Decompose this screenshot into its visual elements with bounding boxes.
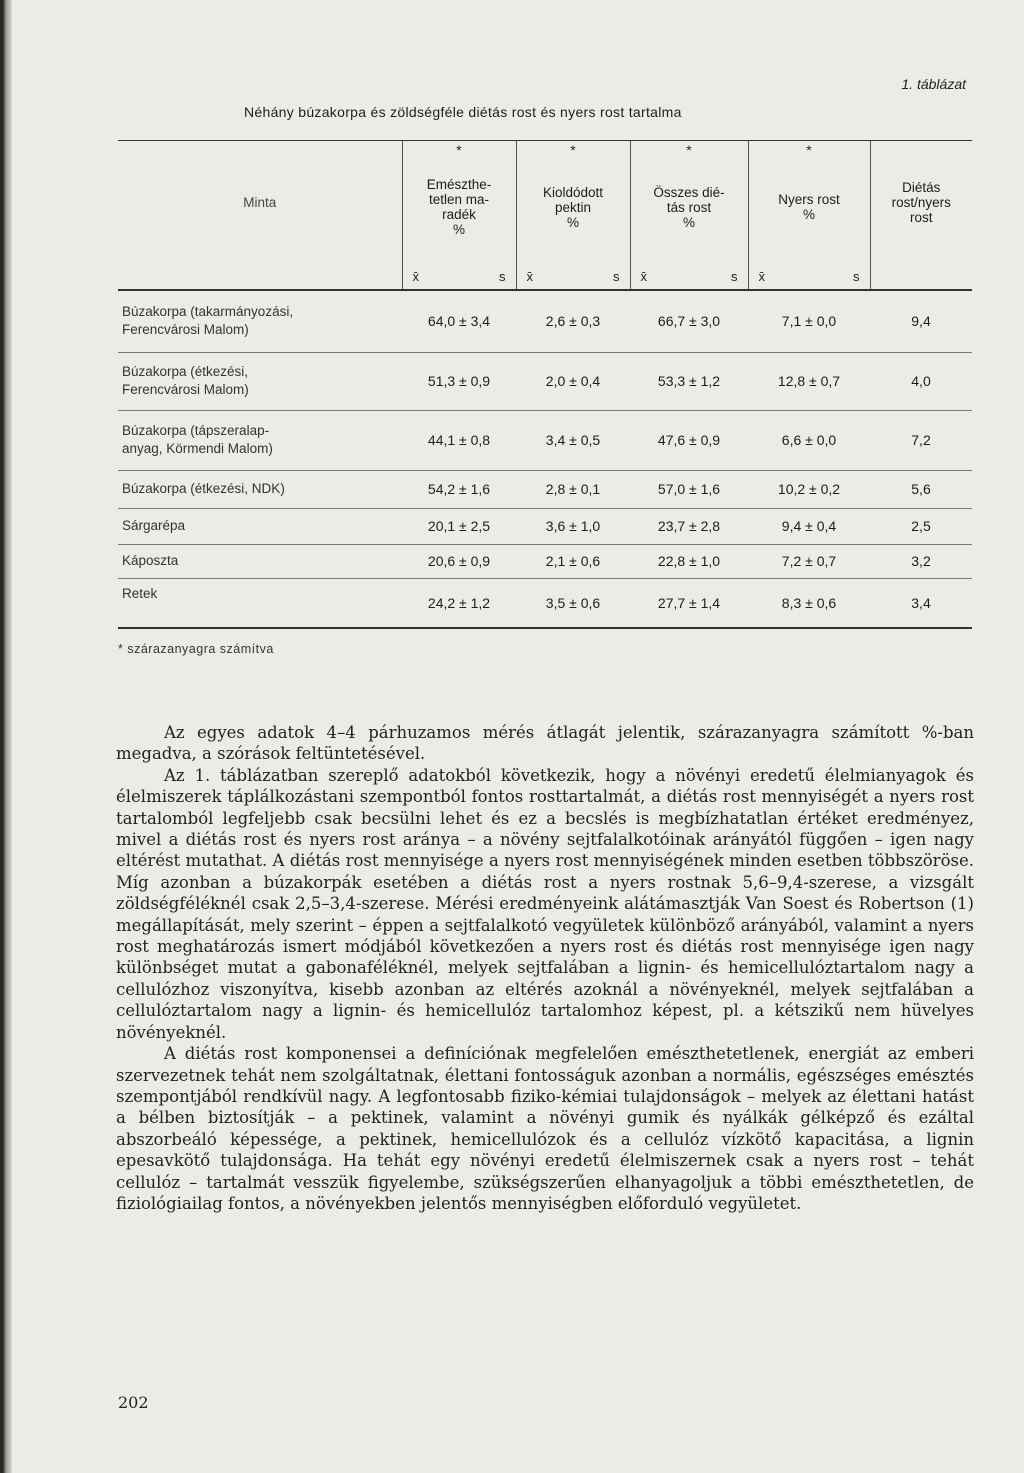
mean-label: x̄: [412, 268, 419, 284]
paragraph: A diétás rost komponensei a definíciónak megfelelően emészthetetlenek, energiát az emberi szervezetnek tehát nem szolgáltatnak, élettani fontosságuk azonban a normális, egészséges emésztés szempontjából rendkívül nagy. A legfontosabb fiziko-kémiai tulajdonságok – melyek az élettani hatást a bélben biztosítják – a pektinek, valamint a növényi gumik és nyálkák gélképző és ezáltal abszorbeáló képessége, a pektinek, hemicellulózok és a cellulóz vízkötő kapacitása, a lignin epesavkötő tulajdonsága. Ha tehát egy növényi eredetű élelmiszernek csak a nyers rost – tehát cellulóz – tartalmát vesszük figyelembe, szükségszerűen elhanyagoljuk a többi emészthetetlen, de fiziológiailag fontos, a növényekben jelentős mennyiségben előforduló vegyületet.: [116, 1044, 974, 1213]
mean-label: x̄: [758, 268, 765, 284]
mean-label: x̄: [526, 268, 533, 284]
undigested-value: 51,3 ± 0,9: [402, 352, 516, 410]
pectin-value: 3,5 ± 0,6: [516, 578, 630, 628]
header-pectin: [516, 141, 630, 264]
crude-fiber-value: 7,1 ± 0,0: [748, 290, 870, 352]
ratio-value: 3,2: [870, 544, 972, 578]
asterisk-marker: *: [686, 142, 692, 158]
ratio-value: 5,6: [870, 470, 972, 508]
sd-label: s: [499, 268, 506, 284]
page-number: 202: [118, 1393, 149, 1412]
sd-label: s: [613, 268, 620, 284]
sample-name: Búzakorpa (étkezési, NDK): [118, 470, 402, 508]
total-fiber-value: 57,0 ± 1,6: [630, 470, 748, 508]
header-total-fiber: [630, 141, 748, 264]
table-row: [118, 290, 972, 352]
undigested-value: 54,2 ± 1,6: [402, 470, 516, 508]
undigested-value: 20,1 ± 2,5: [402, 508, 516, 544]
header-undigested-label: Emészthe- tetlen ma- radék %: [426, 177, 492, 237]
table-row: [118, 470, 972, 508]
table-row: [118, 508, 972, 544]
sample-name: Káposzta: [118, 544, 402, 578]
undigested-value: 64,0 ± 3,4: [402, 290, 516, 352]
header-sample-label: Minta: [243, 194, 277, 210]
total-fiber-value: 23,7 ± 2,8: [630, 508, 748, 544]
ratio-value: 4,0: [870, 352, 972, 410]
crude-fiber-value: 6,6 ± 0,0: [748, 410, 870, 470]
undigested-value: 20,6 ± 0,9: [402, 544, 516, 578]
sd-label: s: [731, 268, 738, 284]
table-row: [118, 352, 972, 410]
header-ratio: [870, 141, 972, 264]
sd-label: s: [853, 268, 860, 284]
ratio-value: 9,4: [870, 290, 972, 352]
pectin-value: 2,0 ± 0,4: [516, 352, 630, 410]
page-binding-edge: [0, 0, 12, 1473]
undigested-value: 44,1 ± 0,8: [402, 410, 516, 470]
table-title: Néhány búzakorpa és zöldségféle diétás rost és nyers rost tartalma: [244, 104, 682, 120]
header-sub-undigested: [402, 263, 516, 290]
crude-fiber-value: 8,3 ± 0,6: [748, 578, 870, 628]
ratio-value: 2,5: [870, 508, 972, 544]
header-sub-total: [630, 263, 748, 290]
crude-fiber-value: 12,8 ± 0,7: [748, 352, 870, 410]
table-row: [118, 578, 972, 628]
asterisk-marker: *: [456, 142, 462, 158]
body-text: [116, 722, 974, 1214]
sample-name: Búzakorpa (takarmányozási, Ferencvárosi Malom): [118, 290, 402, 352]
total-fiber-value: 47,6 ± 0,9: [630, 410, 748, 470]
header-crude-fiber: [748, 141, 870, 264]
pectin-value: 2,8 ± 0,1: [516, 470, 630, 508]
total-fiber-value: 27,7 ± 1,4: [630, 578, 748, 628]
sample-name: Búzakorpa (étkezési, Ferencvárosi Malom): [118, 352, 402, 410]
header-undigested: [402, 141, 516, 264]
header-sub-empty: [118, 263, 402, 290]
header-crude-fiber-label: Nyers rost %: [778, 192, 840, 222]
table-row: [118, 544, 972, 578]
sample-name: Retek: [118, 578, 402, 628]
mean-label: x̄: [640, 268, 647, 284]
header-sub-ratio: [870, 263, 972, 290]
table-row: [118, 410, 972, 470]
data-table-container: [118, 140, 972, 629]
sample-name: Sárgarépa: [118, 508, 402, 544]
header-pectin-label: Kioldódott pektin %: [542, 184, 604, 230]
crude-fiber-value: 7,2 ± 0,7: [748, 544, 870, 578]
ratio-value: 3,4: [870, 578, 972, 628]
ratio-value: 7,2: [870, 410, 972, 470]
pectin-value: 2,6 ± 0,3: [516, 290, 630, 352]
undigested-value: 24,2 ± 1,2: [402, 578, 516, 628]
paragraph: Az 1. táblázatban szereplő adatokból következik, hogy a növényi eredetű élelmianyagok és élelmiszerek táplálkozástani szempontból fontos rosttartalmát, a diétás rost mennyiségét a nyers rost tartalomból legfeljebb csak becsülni lehet és ez a becslés is megbízhatatlan értéket eredményez, mivel a diétás rost és nyers rost aránya – a növény sejtfalalkotóinak arányától függően – igen nagy eltérést mutathat. A diétás rost mennyisége a nyers rost mennyiségének minden esetben többszöröse. Míg azonban a búzakorpák esetében a diétás rost a nyers rostnak 5,6–9,4-szerese, a vizsgált zöldségféléknél csak 2,5–3,4-szerese. Mérési eredményeink alátámasztják Van Soest és Robertson (1) megállapítását, mely szerint – éppen a sejtfalalkotó vegyületek különböző arányából, valamint a nyers rost meghatározás ismert módjából következően a nyers rost és diétás rost mennyisége igen nagy különbséget mutat a gabonaféléknél, melyek sejtfalában a lignin- és hemicellulóztartalom nagy a cellulózhoz viszonyítva, kisebb azonban az eltérés azoknál a növényeknél, melyek sejtfalában a cellulóztartalom nagy a lignin- és hemicellulóz tartalomhoz képest, pl. a kétszikű nem hüvelyes növényeknél.: [116, 765, 974, 1042]
table-label: 1. táblázat: [901, 76, 966, 92]
sample-name: Búzakorpa (tápszeralap- anyag, Körmendi Malom): [118, 410, 402, 470]
header-sub-pectin: [516, 263, 630, 290]
pectin-value: 3,6 ± 1,0: [516, 508, 630, 544]
crude-fiber-value: 10,2 ± 0,2: [748, 470, 870, 508]
asterisk-marker: *: [806, 142, 812, 158]
crude-fiber-value: 9,4 ± 0,4: [748, 508, 870, 544]
asterisk-marker: *: [570, 142, 576, 158]
header-sub-crude: [748, 263, 870, 290]
total-fiber-value: 66,7 ± 3,0: [630, 290, 748, 352]
pectin-value: 3,4 ± 0,5: [516, 410, 630, 470]
table-footnote: * szárazanyagra számítva: [118, 642, 274, 656]
fiber-content-table: [118, 140, 972, 629]
header-total-fiber-label: Összes dié- tás rost %: [653, 184, 725, 230]
total-fiber-value: 53,3 ± 1,2: [630, 352, 748, 410]
header-sample: [118, 141, 402, 264]
total-fiber-value: 22,8 ± 1,0: [630, 544, 748, 578]
paragraph: Az egyes adatok 4–4 párhuzamos mérés átlagát jelentik, szárazanyagra számított %-ban megadva, a szórások feltüntetésével.: [116, 723, 974, 764]
pectin-value: 2,1 ± 0,6: [516, 544, 630, 578]
header-ratio-label: Diétás rost/nyers rost: [891, 179, 951, 225]
